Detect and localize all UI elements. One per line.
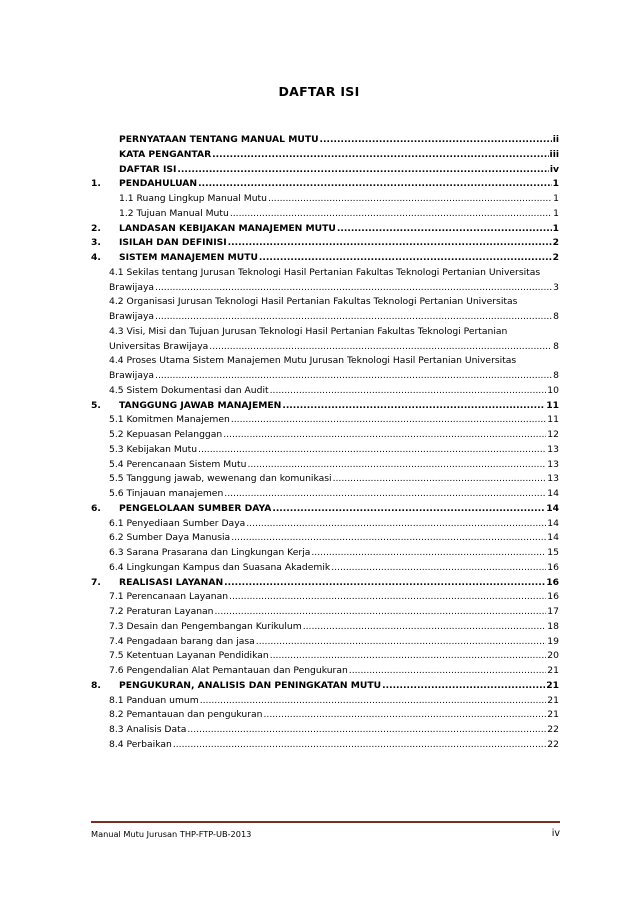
toc-entry [91,236,559,251]
toc-entry [91,561,559,576]
toc-entry [91,384,559,399]
toc-entry [91,531,559,546]
toc-entry-title: 8.1 Panduan umum [109,694,199,706]
toc-entry-page: 16 [547,591,559,603]
toc-entry [91,664,559,679]
toc-leader-dots [198,443,546,458]
toc-entry-title: 7.6 Pengendalian Alat Pemantauan dan Pengukuran [109,665,348,676]
toc-leader-dots [155,369,552,384]
toc-entry-page: 12 [547,429,559,440]
toc-entry-title-line: 4.2 Organisasi Jurusan Teknologi Hasil Pertanian Fakultas Teknologi Pertanian Universitas [109,296,518,308]
toc-leader-dots [320,133,552,148]
toc-leader-dots [259,251,552,266]
toc-entry [91,428,559,443]
toc-leader-dots [214,605,546,620]
toc-entry [91,694,559,709]
toc-entry-page: 1 [552,178,559,190]
toc-entry-title: 1.2 Tujuan Manual Mutu [119,207,229,219]
toc-entry-title: 6.1 Penyediaan Sumber Daya [109,517,246,529]
toc-entry-page: ii [552,134,559,145]
toc-entry-title: DAFTAR ISI [119,163,177,175]
toc-entry-title: 6.2 Sumber Daya Manusia [109,532,231,544]
toc-leader-dots [223,428,546,443]
toc-leader-dots [230,207,552,222]
toc-entry-page: 21 [547,709,559,721]
toc-entry-page: 17 [547,606,559,617]
toc-entry-title-line: 4.4 Proses Utama Sistem Manajemen Mutu Jurusan Teknologi Hasil Pertanian Universitas [109,355,517,367]
toc-entry-title: 7.5 Ketentuan Layanan Pendidikan [109,650,269,662]
toc-entry-title: 7.2 Peraturan Layanan [109,606,214,617]
toc-leader-dots [337,222,552,237]
toc-leader-dots [231,531,546,546]
toc-entry-page: 21 [546,679,559,691]
toc-entry-page: 1 [552,222,559,234]
toc-entry [91,649,559,664]
toc-entry [91,635,559,650]
toc-leader-dots [270,649,547,664]
toc-entry [91,517,559,532]
toc-entry-number: 5. [91,399,101,411]
toc-entry [91,192,559,207]
toc-entry-title: 6.4 Lingkungan Kampus dan Suasana Akademik [109,561,331,573]
toc-entry-title: 5.4 Perencanaan Sistem Mutu [109,458,247,470]
toc-entry-title: Brawijaya [109,311,155,322]
toc-entry-page: 8 [553,340,559,352]
toc-entry [91,251,559,266]
toc-entry-number: 8. [91,679,101,691]
toc-entry [91,148,559,163]
toc-entry-title-line: 4.3 Visi, Misi dan Tujuan Jurusan Teknologi Hasil Pertanian Fakultas Teknologi Pertanian [109,325,508,337]
toc-entry-page: 10 [547,384,559,396]
toc-leader-dots [173,738,546,753]
toc-entry-page: 22 [547,724,559,735]
toc-entry-number: 1. [91,178,101,190]
toc-entry-title: ISILAH DAN DEFINISI [119,237,227,249]
toc-entry-title: 8.4 Perbaikan [109,738,172,750]
toc-leader-dots [247,458,546,473]
toc-leader-dots [155,281,552,296]
toc-entry-page: 22 [547,738,559,750]
toc-entry-title: PENGUKURAN, ANALISIS DAN PENINGKATAN MUTU [119,679,382,691]
toc-entry-page: 11 [547,414,559,426]
toc-leader-dots [333,472,547,487]
toc-leader-dots [282,399,545,414]
toc-entry-title: 5.5 Tanggung jawab, wewenang dan komunikasi [109,473,332,485]
toc-entry-title: REALISASI LAYANAN [119,576,224,588]
toc-entry-number: 3. [91,237,101,249]
toc-leader-dots [303,620,547,635]
toc-entry [91,369,559,384]
toc-entry-page: 19 [547,635,559,647]
toc-entry [91,679,559,694]
toc-leader-dots [177,163,548,178]
toc-entry [91,443,559,458]
toc-entry [91,738,559,753]
toc-entry [91,340,559,355]
toc-entry-title: PENGELOLAAN SUMBER DAYA [119,502,272,514]
toc-entry-page: 20 [547,650,559,662]
toc-entry-number: 7. [91,576,101,588]
toc-entry-title: PERNYATAAN TENTANG MANUAL MUTU [119,134,319,145]
toc-leader-dots [212,148,548,163]
toc-entry-title: 1.1 Ruang Lingkup Manual Mutu [119,193,267,204]
toc-entry-page: 13 [547,473,559,485]
footer-page-number: iv [551,828,560,839]
toc-entry [91,723,559,738]
toc-entry [91,458,559,473]
toc-entry [91,576,559,591]
toc-entry-page: 14 [547,488,559,499]
toc-entry-page: 18 [547,620,559,632]
toc-entry-page: 15 [547,547,559,558]
toc-leader-dots [264,708,547,723]
toc-entry [91,133,559,148]
toc-entry-page: 14 [546,502,559,514]
toc-entry-number: 4. [91,252,101,263]
toc-leader-dots [246,517,546,532]
toc-entry-title: 5.6 Tinjauan manajemen [109,488,224,499]
page-title: DAFTAR ISI [278,84,360,99]
table-of-contents [91,133,559,753]
toc-entry-title: 8.2 Pemantauan dan pengukuran [109,709,263,721]
toc-entry-title: Universitas Brawijaya [109,340,209,352]
toc-entry [91,310,559,325]
toc-entry-page: iii [549,148,559,160]
toc-entry-page: 13 [547,458,559,470]
footer-rule [91,821,560,823]
toc-entry-page: 11 [546,399,559,411]
toc-entry-page: 1 [553,207,559,219]
toc-entry-title: 5.1 Komitmen Manajemen [109,414,230,426]
toc-entry [91,413,559,428]
toc-entry-page: 3 [553,281,559,293]
toc-leader-dots [229,590,546,605]
toc-entry-title: 4.5 Sistem Dokumentasi dan Audit [109,384,269,396]
toc-entry-title: 6.3 Sarana Prasarana dan Lingkungan Kerja [109,547,311,558]
toc-leader-dots [224,487,546,502]
toc-leader-dots [311,546,546,561]
toc-entry-page: iv [549,163,559,175]
toc-entry [91,222,559,237]
toc-entry-page: 8 [553,370,559,381]
toc-entry [91,177,559,192]
toc-entry [91,708,559,723]
toc-entry-title: 8.3 Analisis Data [109,724,187,735]
toc-leader-dots [198,177,552,192]
toc-leader-dots [155,310,552,325]
toc-entry-page: 16 [546,576,559,588]
toc-entry-title: 7.1 Perencanaan Layanan [109,591,229,603]
toc-leader-dots [331,561,546,576]
toc-entry-title: Brawijaya [109,281,155,293]
toc-entry-page: 16 [547,561,559,573]
toc-entry [91,620,559,635]
toc-entry-page: 2 [552,252,559,263]
toc-entry-number: 6. [91,502,101,514]
toc-leader-dots [231,413,546,428]
toc-entry [91,487,559,502]
toc-leader-dots [228,236,552,251]
toc-entry [91,590,559,605]
toc-leader-dots [382,679,545,694]
toc-entry [91,163,559,178]
toc-leader-dots [200,694,547,709]
toc-entry-title: Brawijaya [109,370,155,381]
toc-entry-title: SISTEM MANAJEMEN MUTU [119,252,258,263]
toc-leader-dots [268,192,552,207]
toc-leader-dots [349,664,547,679]
toc-entry-title: 5.2 Kepuasan Pelanggan [109,429,223,440]
toc-entry-title: TANGGUNG JAWAB MANAJEMEN [119,399,282,411]
toc-entry-title-line: 4.1 Sekilas tentang Jurusan Teknologi Hasil Pertanian Fakultas Teknologi Pertanian Universitas [109,266,541,278]
toc-entry-page: 21 [547,665,559,676]
toc-entry-page: 8 [553,311,559,322]
toc-entry [91,502,559,517]
toc-leader-dots [209,340,552,355]
toc-entry [91,207,559,222]
toc-entry-page: 21 [547,694,559,706]
toc-entry [91,472,559,487]
toc-entry-page: 13 [547,443,559,455]
toc-entry-number: 2. [91,222,101,234]
toc-entry [91,546,559,561]
toc-entry-page: 14 [547,517,559,529]
toc-leader-dots [256,635,547,650]
toc-entry [91,399,559,414]
toc-leader-dots [224,576,545,591]
toc-entry-title: 5.3 Kebijakan Mutu [109,443,198,455]
toc-leader-dots [187,723,546,738]
toc-entry [91,605,559,620]
toc-entry [91,281,559,296]
toc-entry-title: 7.3 Desain dan Pengembangan Kurikulum [109,620,302,632]
toc-entry-title: PENDAHULUAN [119,178,198,190]
toc-entry-title: LANDASAN KEBIJAKAN MANAJEMEN MUTU [119,222,336,234]
toc-leader-dots [272,502,545,517]
toc-leader-dots [270,384,547,399]
toc-entry-title: KATA PENGANTAR [119,148,212,160]
toc-entry-page: 1 [553,193,559,204]
toc-entry-page: 14 [547,532,559,544]
toc-entry-page: 2 [552,237,559,249]
toc-entry-title: 7.4 Pengadaan barang dan jasa [109,635,255,647]
footer-document-name: Manual Mutu Jurusan THP-FTP-UB-2013 [91,829,252,839]
